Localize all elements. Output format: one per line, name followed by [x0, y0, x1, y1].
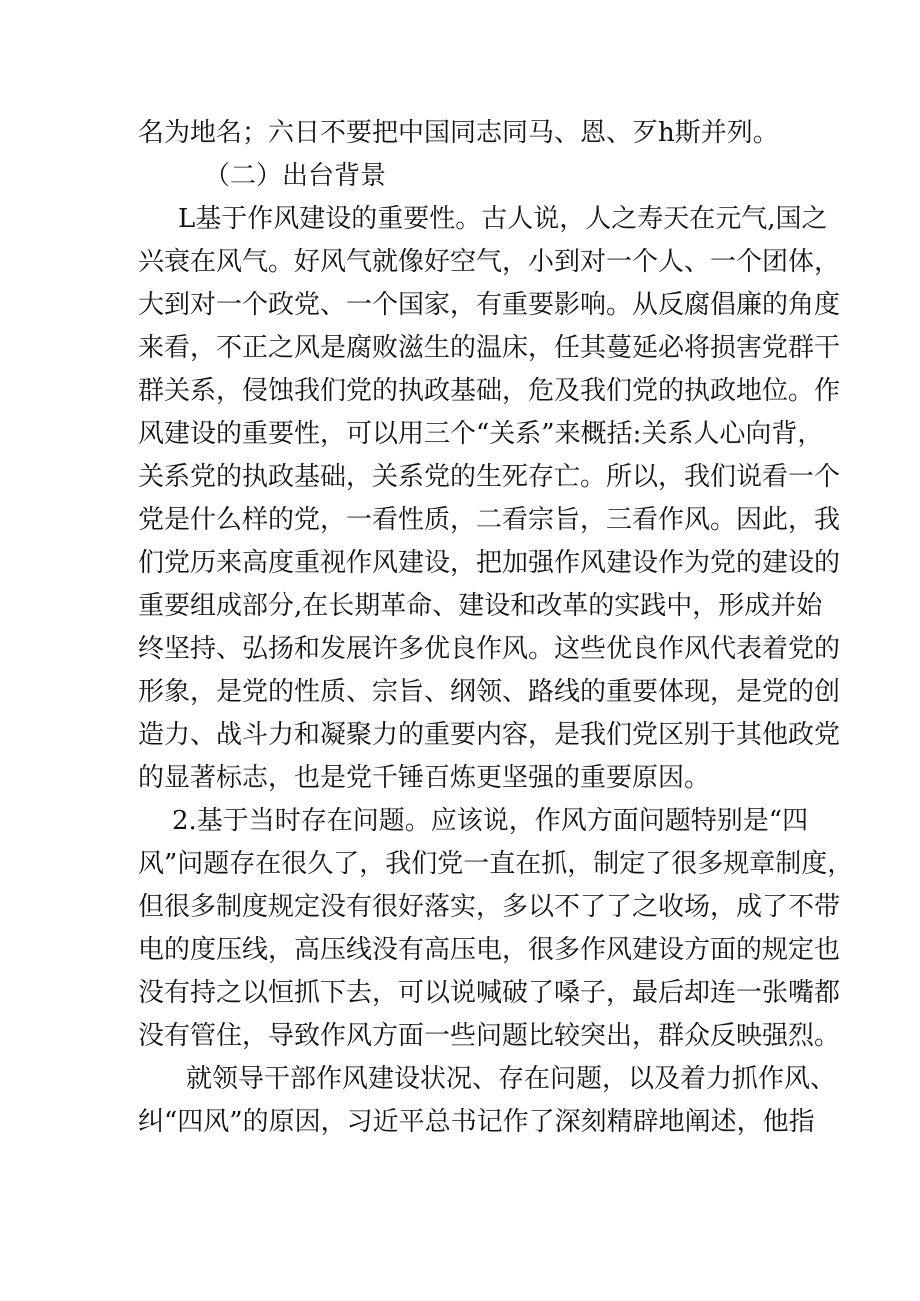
text-line: 2.基于当时存在问题。应该说，作风方面问题特别是“四 — [172, 806, 809, 836]
text-line: 没有持之以恒抓下去，可以说喊破了嗓子，最后却连一张嘴都 — [138, 978, 841, 1008]
text-line: 形象，是党的性质、宗旨、纲领、路线的重要体现，是党的创 — [138, 677, 841, 707]
text-line: 就领导干部作风建设状况、存在问题，以及着力抓作风、 — [186, 1064, 837, 1094]
text-line: 的显著标志，也是党千锤百炼更坚强的重要原因。 — [138, 763, 711, 793]
text-line: 群关系，侵蚀我们党的执政基础，危及我们党的执政地位。作 — [138, 376, 841, 406]
text-line: 名为地名；六日不要把中国同志同马、恩、歹h斯并列。 — [138, 118, 779, 148]
text-line: 大到对一个政党、一个国家，有重要影响。从反腐倡廉的角度 — [138, 290, 841, 320]
text-line: L基于作风建设的重要性。古人说，人之寿天在元气,国之 — [178, 204, 828, 234]
text-line: 们党历来高度重视作风建设，把加强作风建设作为党的建设的 — [138, 548, 841, 578]
text-line: 纠“四风”的原因，习近平总书记作了深刻精辟地阐述，他指 — [138, 1107, 815, 1137]
section-heading: （二）出台背景 — [204, 161, 387, 191]
text-line: 关系党的执政基础，关系党的生死存亡。所以，我们说看一个 — [138, 462, 841, 492]
text-line: 来看，不正之风是腐败滋生的温床，任其蔓延必将损害党群干 — [138, 333, 841, 363]
text-line: 电的度压线，高压线没有高压电，很多作风建设方面的规定也 — [138, 935, 841, 965]
text-line: 风”问题存在很久了，我们党一直在抓，制定了很多规章制度， — [138, 849, 854, 879]
text-line: 兴衰在风气。好风气就像好空气，小到对一个人、一个团体， — [138, 247, 841, 277]
text-line: 终坚持、弘扬和发展许多优良作风。这些优良作风代表着党的 — [138, 634, 841, 664]
text-line: 重要组成部分,在长期革命、建设和改革的实践中，形成并始 — [138, 591, 823, 621]
text-line: 没有管住，导致作风方面一些问题比较突出，群众反映强烈。 — [138, 1021, 841, 1051]
document-body — [138, 112, 854, 1144]
text-line: 造力、战斗力和凝聚力的重要内容，是我们党区别于其他政党 — [138, 720, 841, 750]
text-line: 党是什么样的党，一看性质，二看宗旨，三看作风。因此，我 — [138, 505, 841, 535]
text-line: 但很多制度规定没有很好落实，多以不了了之收场，成了不带 — [138, 892, 841, 922]
text-line: 风建设的重要性，可以用三个“关系”来概括:关系人心向背， — [138, 419, 824, 449]
